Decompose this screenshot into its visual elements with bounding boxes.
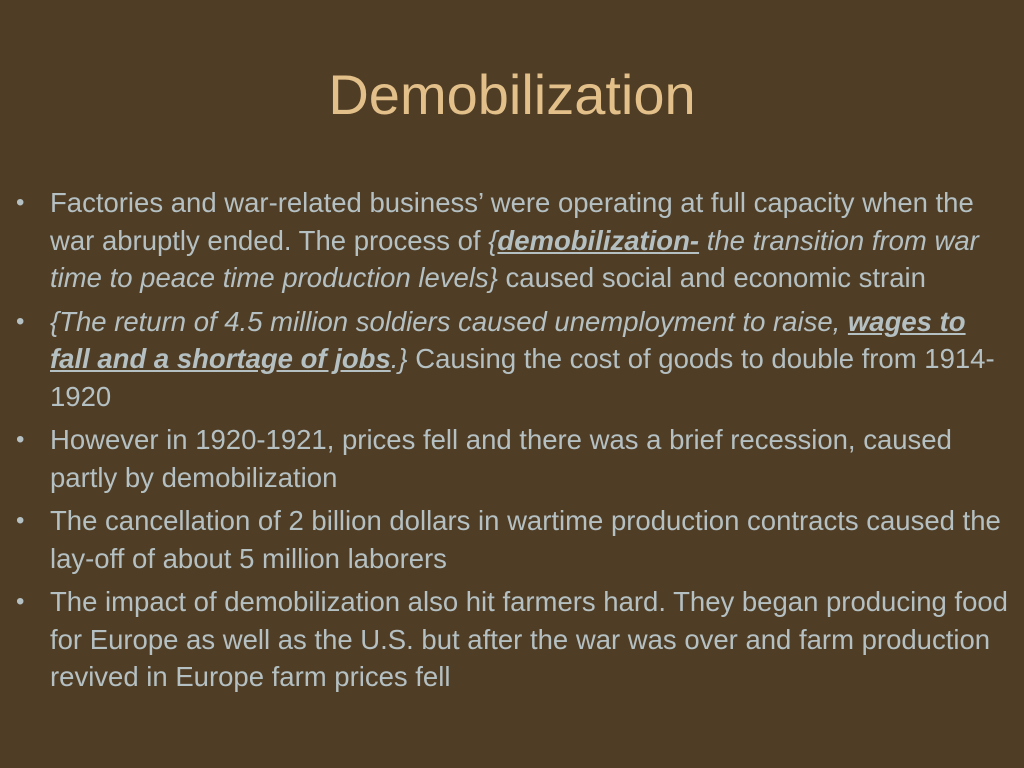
bullet-item-1	[12, 184, 1012, 297]
brace-open: {	[488, 224, 498, 256]
bullet-item-4	[12, 502, 1012, 577]
bullet-icon: •	[16, 189, 25, 216]
bullet-icon: •	[16, 588, 25, 615]
bullet-icon: •	[16, 307, 25, 335]
bullet-text: Factories and war-related business’ were operating at full capacity when the war abruptly ended. The process of	[50, 187, 974, 256]
bullet-icon: •	[16, 426, 25, 453]
bullet-text: The cancellation of 2 billion dollars in wartime production contracts caused the lay-off of about 5 million laborers	[50, 505, 1001, 574]
term-definition: the transition from war time to peace time production levels}	[50, 224, 979, 293]
bullet-italic-close: .}	[390, 343, 408, 374]
slide-title: Demobilization	[328, 63, 696, 126]
bullet-item-2	[12, 303, 1012, 416]
bullet-italic-text: {The return of 4.5 million soldiers caused unemployment to raise,	[50, 305, 848, 337]
bullet-text: However in 1920-1921, prices fell and there was a brief recession, caused partly by demobilization	[50, 424, 952, 493]
bullet-text-end: Causing the cost of goods to double from 1914-1920	[50, 343, 995, 412]
bullet-list	[12, 184, 1012, 702]
bullet-item-3	[12, 421, 1012, 496]
key-term-wages: wages to fall and a shortage of jobs	[50, 305, 966, 374]
bullet-text: The impact of demobilization also hit farmers hard. They began producing food for Europe as well as the U.S. but after the war was over and farm production revived in Europe farm prices fell	[50, 586, 1008, 692]
bullet-icon: •	[16, 507, 25, 534]
bullet-item-5	[12, 583, 1012, 696]
bullet-text-end: caused social and economic strain	[497, 262, 926, 293]
key-term-demobilization: demobilization-	[497, 224, 700, 256]
